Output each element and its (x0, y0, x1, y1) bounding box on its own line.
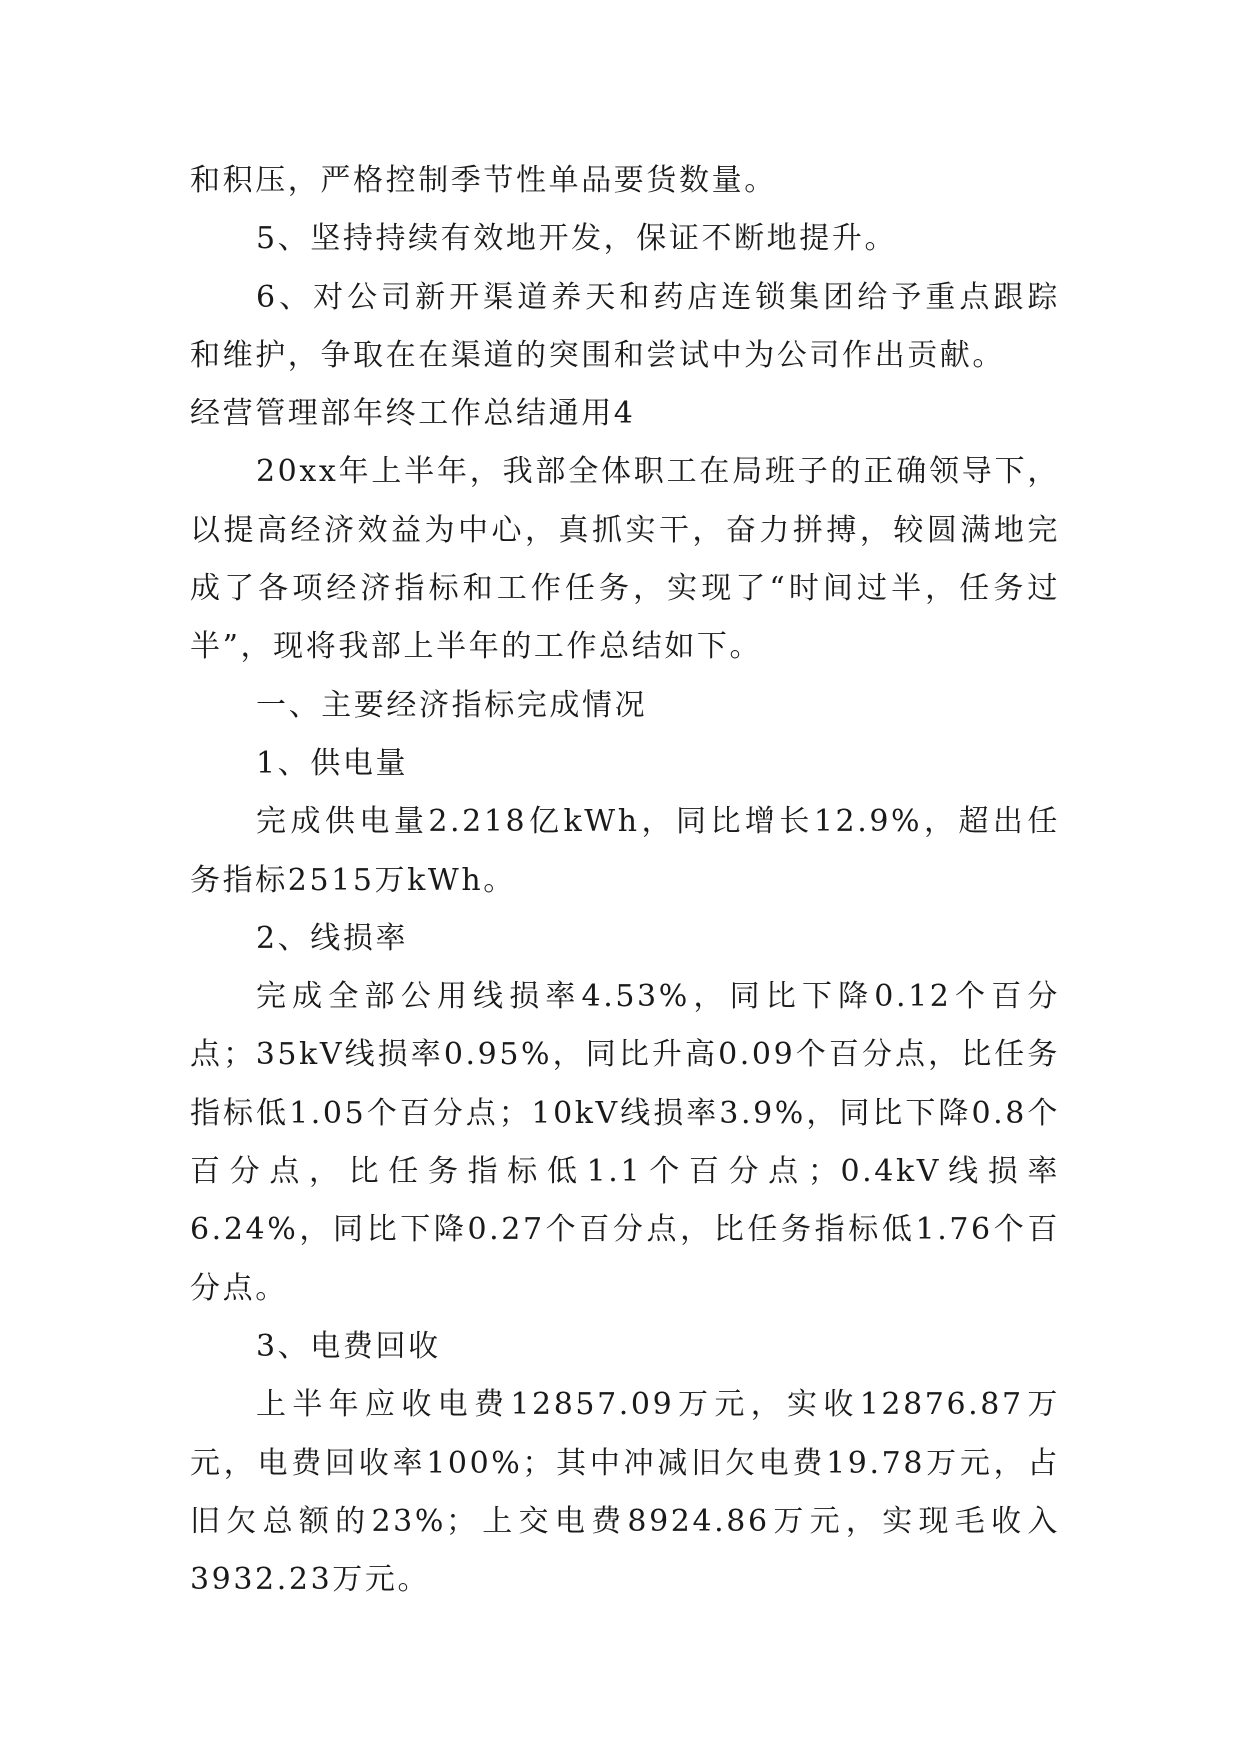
line-loss-paragraph: 完成全部公用线损率4.53%，同比下降0.12个百分点；35kV线损率0.95%，同比升高0.09个百分点，比任务指标低1.05个百分点；10kV线损率3.9%，同比下降0.8个百分点，比任务指标低1.1个百分点；0.4kV线损率6.24%，同比下降0.27个百分点，比任务指标低1.76个百分点。 (190, 979, 1060, 1306)
subheading-line-loss: 2、线损率 (256, 920, 409, 956)
list-item-5: 5、坚持持续有效地开发，保证不断地提升。 (256, 221, 898, 257)
subheading-fee-recovery: 3、电费回收 (256, 1328, 441, 1364)
section-title: 经营管理部年终工作总结通用4 (190, 396, 636, 432)
intro-paragraph: 20xx年上半年，我部全体职工在局班子的正确领导下，以提高经济效益为中心，真抓实干，奋力拼搏，较圆满地完成了各项经济指标和工作任务，实现了“时间过半，任务过半”，现将我部上半年的工作总结如下。 (190, 454, 1060, 665)
power-supply-paragraph: 完成供电量2.218亿kWh，同比增长12.9%，超出任务指标2515万kWh。 (190, 804, 1060, 898)
document-body (190, 152, 1060, 1609)
paragraph-continuation: 和积压，严格控制季节性单品要货数量。 (190, 163, 777, 198)
heading-economic-indicators: 一、主要经济指标完成情况 (256, 687, 648, 723)
fee-recovery-paragraph: 上半年应收电费12857.09万元，实收12876.87万元，电费回收率100%；其中冲减旧欠电费19.78万元，占旧欠总额的23%；上交电费8924.86万元，实现毛收入3932.23万元。 (190, 1387, 1060, 1598)
subheading-power-supply: 1、供电量 (256, 745, 409, 781)
list-item-6: 6、对公司新开渠道养天和药店连锁集团给予重点跟踪和维护，争取在在渠道的突围和尝试中为公司作出贡献。 (190, 279, 1060, 373)
